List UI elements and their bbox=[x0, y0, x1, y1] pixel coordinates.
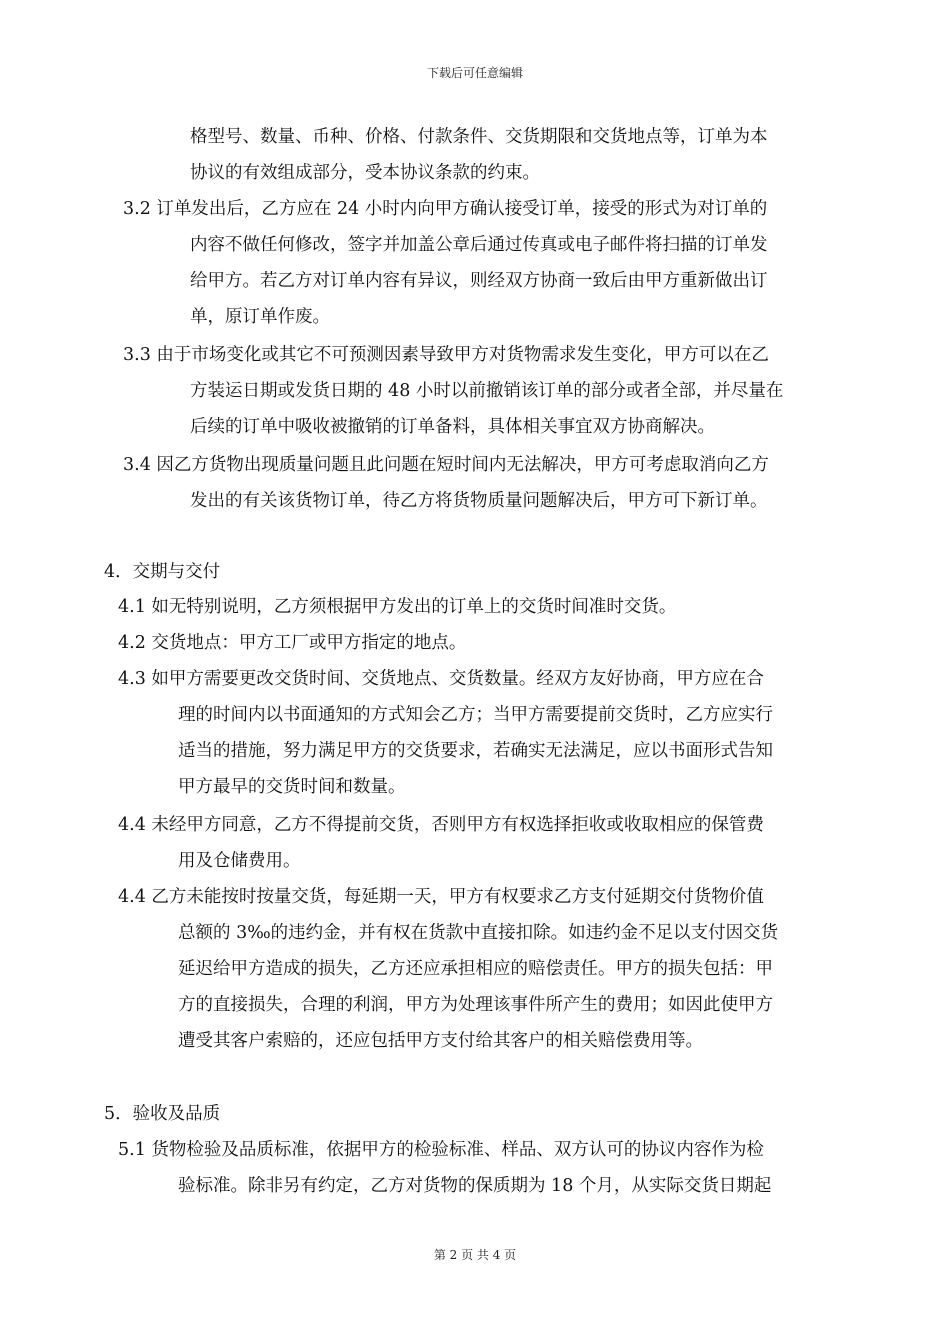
clause-4-4: 4.4 未经甲方同意，乙方不得提前交货，否则甲方有权选择拒收或收取相应的保管费 bbox=[118, 815, 764, 835]
clause-4-2: 4.2 交货地点：甲方工厂或甲方指定的地点。 bbox=[118, 633, 467, 653]
clause-4-1: 4.1 如无特别说明，乙方须根据甲方发出的订单上的交货时间准时交货。 bbox=[118, 597, 677, 617]
text-line: 甲方最早的交货时间和数量。 bbox=[178, 777, 406, 797]
clause-4-3: 4.3 如甲方需要更改交货时间、交货地点、交货数量。经双方友好协商，甲方应在合 bbox=[118, 669, 764, 689]
text-line: 格型号、数量、币种、价格、付款条件、交货期限和交货地点等，订单为本 bbox=[190, 127, 768, 147]
text-line: 发出的有关该货物订单，待乙方将货物质量问题解决后，甲方可下新订单。 bbox=[190, 491, 768, 511]
text-line: 延迟给甲方造成的损失，乙方还应承担相应的赔偿责任。甲方的损失包括：甲 bbox=[178, 959, 773, 979]
page-footer: 第 2 页 共 4 页 bbox=[433, 1248, 517, 1262]
text-line: 单，原订单作废。 bbox=[190, 307, 330, 327]
section-heading-4: 4．交期与交付 bbox=[104, 562, 221, 582]
text-line: 适当的措施，努力满足甲方的交货要求，若确实无法满足，应以书面形式告知 bbox=[178, 741, 773, 761]
text-line: 后续的订单中吸收被撤销的订单备料，具体相关事宜双方协商解决。 bbox=[190, 417, 715, 437]
text-line: 遭受其客户索赔的，还应包括甲方支付给其客户的相关赔偿费用等。 bbox=[178, 1031, 703, 1051]
text-line: 方装运日期或发货日期的 48 小时以前撤销该订单的部分或者全部，并尽量在 bbox=[190, 381, 784, 401]
text-line: 验标准。除非另有约定，乙方对货物的保质期为 18 个月，从实际交货日期起 bbox=[178, 1176, 772, 1196]
text-line: 用及仓储费用。 bbox=[178, 851, 301, 871]
clause-5-1: 5.1 货物检验及品质标准，依据甲方的检验标准、样品、双方认可的协议内容作为检 bbox=[118, 1140, 764, 1160]
text-line: 理的时间内以书面通知的方式知会乙方；当甲方需要提前交货时，乙方应实行 bbox=[178, 705, 773, 725]
clause-3-4: 3.4 因乙方货物出现质量问题且此问题在短时间内无法解决，甲方可考虑取消向乙方 bbox=[123, 455, 769, 475]
text-line: 总额的 3‰的违约金，并有权在货款中直接扣除。如违约金不足以支付因交货 bbox=[178, 923, 779, 943]
clause-3-2: 3.2 订单发出后，乙方应在 24 小时内向甲方确认接受订单，接受的形式为对订单的 bbox=[123, 199, 768, 219]
section-heading-5: 5．验收及品质 bbox=[104, 1104, 221, 1124]
text-line: 内容不做任何修改，签字并加盖公章后通过传真或电子邮件将扫描的订单发 bbox=[190, 235, 768, 255]
clause-4-4b: 4.4 乙方未能按时按量交货，每延期一天，甲方有权要求乙方支付延期交付货物价值 bbox=[118, 887, 764, 907]
page-header: 下载后可任意编辑 bbox=[426, 66, 523, 80]
text-line: 协议的有效组成部分，受本协议条款的约束。 bbox=[190, 163, 540, 183]
text-line: 方的直接损失，合理的利润，甲方为处理该事件所产生的费用；如因此使甲方 bbox=[178, 995, 773, 1015]
clause-3-3: 3.3 由于市场变化或其它不可预测因素导致甲方对货物需求发生变化，甲方可以在乙 bbox=[123, 345, 769, 365]
text-line: 给甲方。若乙方对订单内容有异议，则经双方协商一致后由甲方重新做出订 bbox=[190, 271, 768, 291]
